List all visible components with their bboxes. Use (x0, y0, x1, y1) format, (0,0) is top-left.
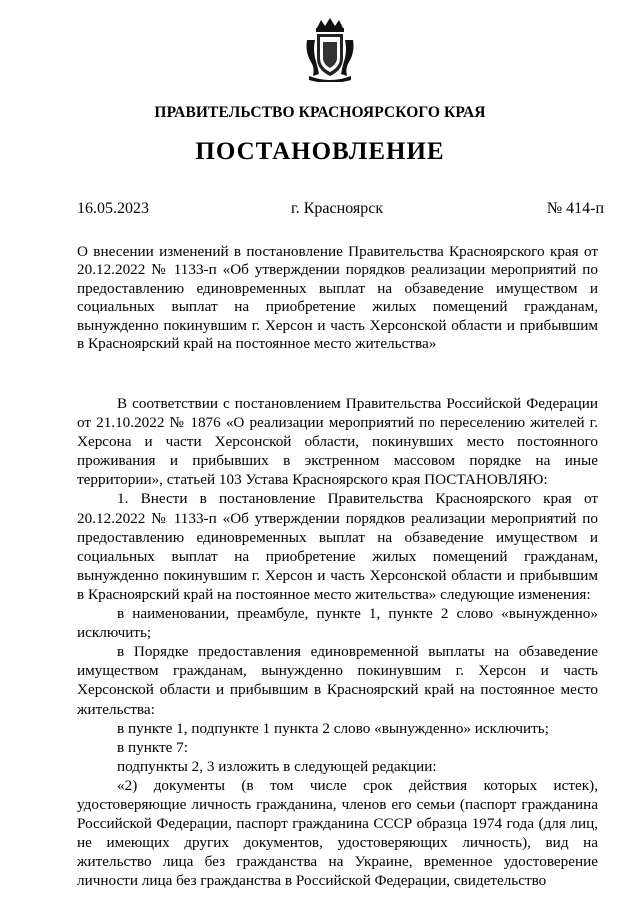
coat-of-arms-icon (303, 18, 357, 82)
paragraph-procedure: в Порядке предоставления единовременной выплаты на обзаведение имуществом гражданам, вынужденно покинувшим г. Херсон и часть Херсонской области и прибывшим в Красноярский край на постоянное место жительства: (77, 643, 598, 718)
paragraph-point-7: в пункте 7: (117, 738, 188, 756)
paragraph-preamble: В соответствии с постановлением Правительства Российской Федерации от 21.10.2022 № 1876 «О реализации мероприятий по переселению жителей г. Херсона и части Херсонской области, покинувших место постоянного проживания и прибывших в экстренном массовом порядке на иные территории», статьей 103 Устава Красноярского края ПОСТАНОВЛЯЮ: (77, 395, 598, 489)
paragraph-subpoint-2: «2) документы (в том числе срок действия которых истек), удостоверяющие личность гражданина, членов его семьи (паспорт гражданина Российской Федерации, паспорт гражданина СССР образца 1974 года (для лиц, не имеющих других документов, удостоверяющих личность), вид на жительство лица без гражданства на Украине, временное удостоверение личности лица без гражданства в Российской Федерации, свидетельство (77, 776, 598, 890)
paragraph-subpoints: подпункты 2, 3 изложить в следующей редакции: (117, 757, 437, 775)
document-type-heading: ПОСТАНОВЛЕНИЕ (195, 138, 445, 165)
document-meta-row (77, 200, 604, 220)
government-title: ПРАВИТЕЛЬСТВО КРАСНОЯРСКОГО КРАЯ (154, 104, 486, 121)
document-body (77, 394, 598, 890)
document-date: 16.05.2023 (77, 200, 149, 217)
paragraph-point-1: в пункте 1, подпункте 1 пункта 2 слово «вынужденно» исключить; (117, 719, 549, 737)
paragraph-item-1: 1. Внести в постановление Правительства Красноярского края от 20.12.2022 № 1133-п «Об утверждении порядков реализации мероприятий по предоставлению единовременных выплат на обзаведение имуществом и социальных выплат на приобретение жилых помещений гражданам, вынужденно покинувшим г. Херсон и часть Херсонской области и прибывшим в Красноярский край на постоянное место жительства» следующие изменения: (77, 490, 598, 603)
document-number: № 414-п (546, 200, 604, 217)
document-city: г. Красноярск (291, 200, 384, 217)
paragraph-naming-change: в наименовании, преамбуле, пункте 1, пункте 2 слово «вынужденно» исключить; (77, 605, 598, 642)
document-subject: О внесении изменений в постановление Правительства Красноярского края от 20.12.2022 № 1133-п «Об утверждении порядков реализации мероприятий по предоставлению единовременных выплат на обзаведение имуществом и социальных выплат на приобретение жилых помещений гражданам, вынужденно покинувшим г. Херсон и часть Херсонской области и прибывшим в Красноярский край на постоянное место жительства» (77, 243, 598, 353)
